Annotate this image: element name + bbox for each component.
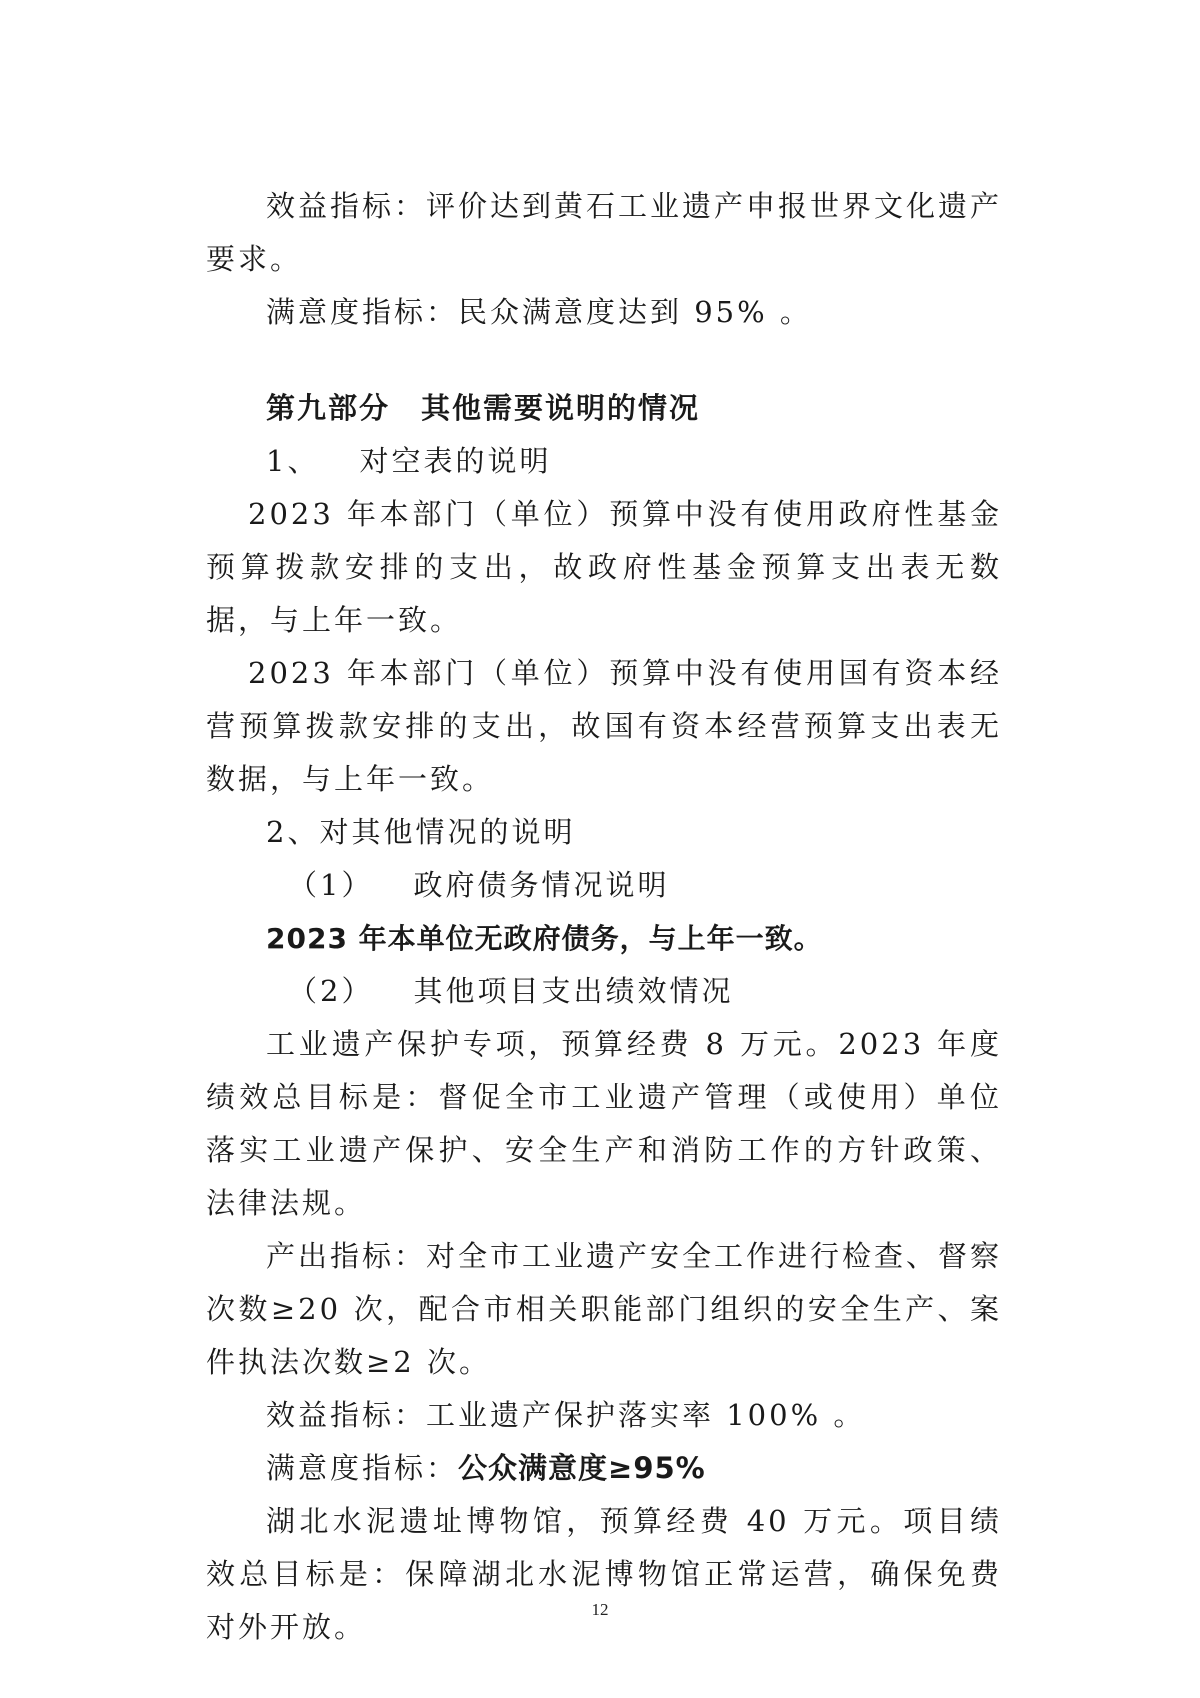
item-1-title: 对空表的说明 xyxy=(359,444,552,478)
document-body xyxy=(206,180,1002,1654)
section-heading: 第九部分 其他需要说明的情况 xyxy=(266,391,701,425)
spacer xyxy=(206,339,1002,382)
sub-item-1-heading xyxy=(206,859,1002,912)
sub-item-2-number: （2） xyxy=(288,974,374,1008)
item-1-heading xyxy=(206,435,1002,488)
sub-item-2-title: 其他项目支出绩效情况 xyxy=(413,974,734,1008)
page-number: 12 xyxy=(591,1600,609,1619)
sub-item-1-number: （1） xyxy=(288,868,374,902)
state-capital-paragraph: 2023 年本部门（单位）预算中没有使用国有资本经营预算拨款安排的支出，故国有资本经营预算支出表无数据，与上年一致。 xyxy=(206,656,1002,796)
heritage-project-paragraph: 工业遗产保护专项，预算经费 8 万元。2023 年度绩效总目标是：督促全市工业遗产管理（或使用）单位落实工业遗产保护、安全生产和消防工作的方针政策、法律法规。 xyxy=(206,1027,1002,1220)
satisfaction-indicator-paragraph: 满意度指标：民众满意度达到 95% 。 xyxy=(266,295,812,329)
satisfaction-value: 公众满意度≥95% xyxy=(458,1451,706,1485)
sub-item-2-heading xyxy=(206,965,1002,1018)
benefit-rate-paragraph: 效益指标：工业遗产保护落实率 100% 。 xyxy=(266,1398,866,1432)
benefit-indicator-paragraph: 效益指标：评价达到黄石工业遗产申报世界文化遗产要求。 xyxy=(206,189,1003,276)
item-1-number: 1、 xyxy=(266,444,320,478)
fund-budget-paragraph: 2023 年本部门（单位）预算中没有使用政府性基金预算拨款安排的支出，故政府性基金预算支出表无数据，与上年一致。 xyxy=(206,497,1002,637)
satisfaction-label: 满意度指标： xyxy=(266,1451,459,1485)
public-satisfaction-paragraph xyxy=(206,1442,1002,1495)
output-indicator-paragraph: 产出指标：对全市工业遗产安全工作进行检查、督察次数≥20 次，配合市相关职能部门组织的安全生产、案件执法次数≥2 次。 xyxy=(206,1239,1003,1379)
museum-project-paragraph: 湖北水泥遗址博物馆，预算经费 40 万元。项目绩效总目标是：保障湖北水泥博物馆正常运营，确保免费对外开放。 xyxy=(206,1504,1002,1644)
item-2-heading: 2、对其他情况的说明 xyxy=(266,815,576,849)
sub-item-1-title: 政府债务情况说明 xyxy=(413,868,670,902)
government-debt-statement: 2023 年本单位无政府债务，与上年一致。 xyxy=(266,922,823,955)
